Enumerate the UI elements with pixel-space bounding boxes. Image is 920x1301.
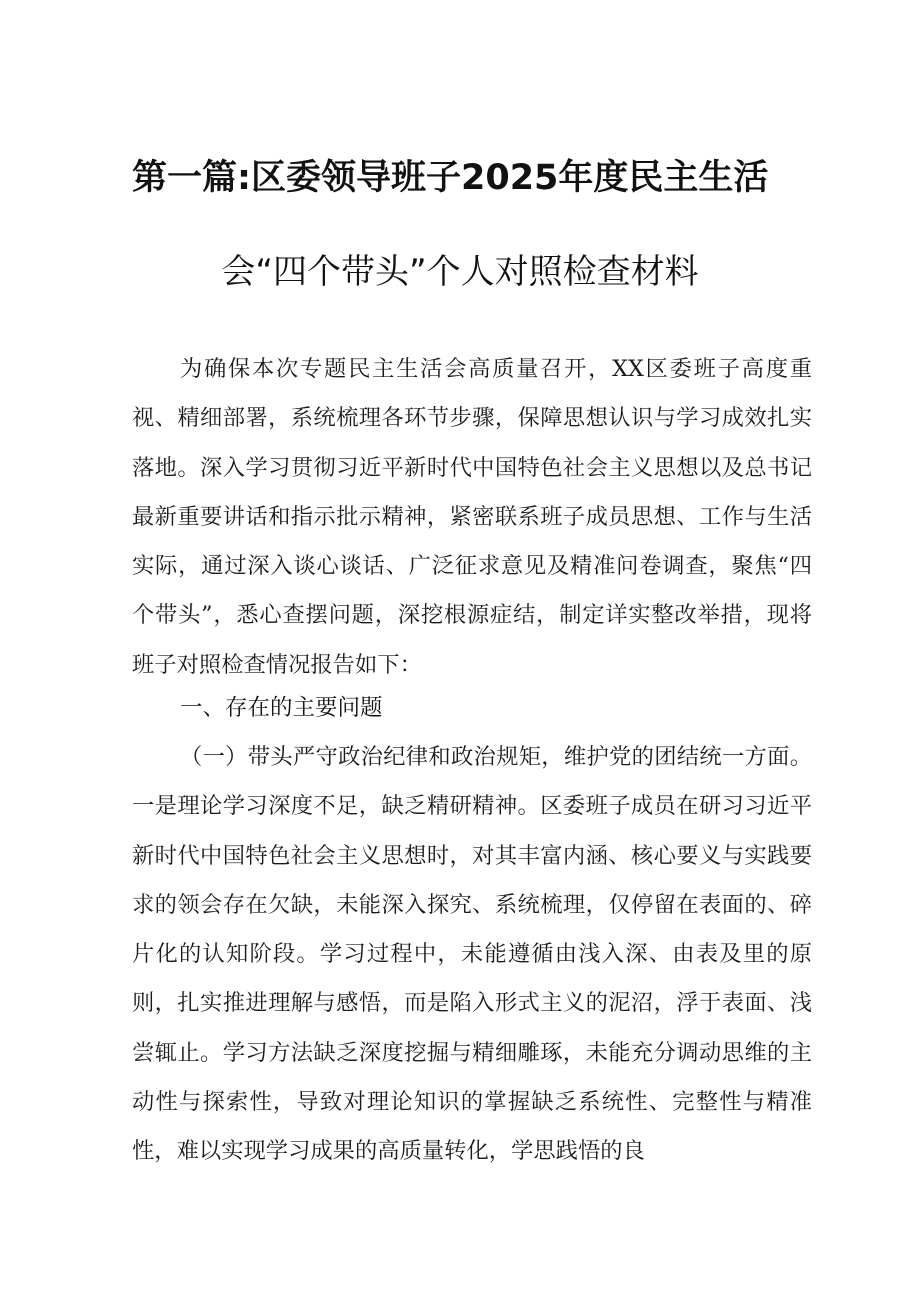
body-paragraph: （一）带头严守政治纪律和政治规矩，维护党的团结统一方面。一是理论学习深度不足，缺乏精研精神。区委班子成员在研习习近平新时代中国特色社会主义思想时，对其丰富内涵、核心要义与实践要求的领会存在欠缺，未能深入探究、系统梳理，仅停留在表面的、碎片化的认知阶段。学习过程中，未能遵循由浅入深、由表及里的原则，扎实推进理解与感悟，而是陷入形式主义的泥沼，浮于表面、浅尝辄止。学习方法缺乏深度挖掘与精细雕琢，未能充分调动思维的主动性与探索性，导致对理论知识的掌握缺乏系统性、完整性与精准性，难以实现学习成果的高质量转化，学思践悟的良: [132, 744, 812, 1165]
section-heading: 一、存在的主要问题: [180, 695, 383, 721]
intro-paragraph: 为确保本次专题民主生活会高质量召开，XX区委班子高度重视、精细部署，系统梳理各环节步骤，保障思想认识与学习成效扎实落地。深入学习贯彻习近平新时代中国特色社会主义思想以及总书记最新重要讲话和指示批示精神，紧密联系班子成员思想、工作与生活实际，通过深入谈心谈话、广泛征求意见及精准问卷调查，聚焦“四个带头”，悉心查摆问题，深挖根源症结，制定详实整改举措，现将班子对照检查情况报告如下：: [132, 356, 812, 678]
document-title-line-1: 第一篇:区委领导班子2025年度民主生活: [132, 158, 769, 198]
document-title-line-2: 会“四个带头”个人对照检查材料: [221, 252, 699, 292]
